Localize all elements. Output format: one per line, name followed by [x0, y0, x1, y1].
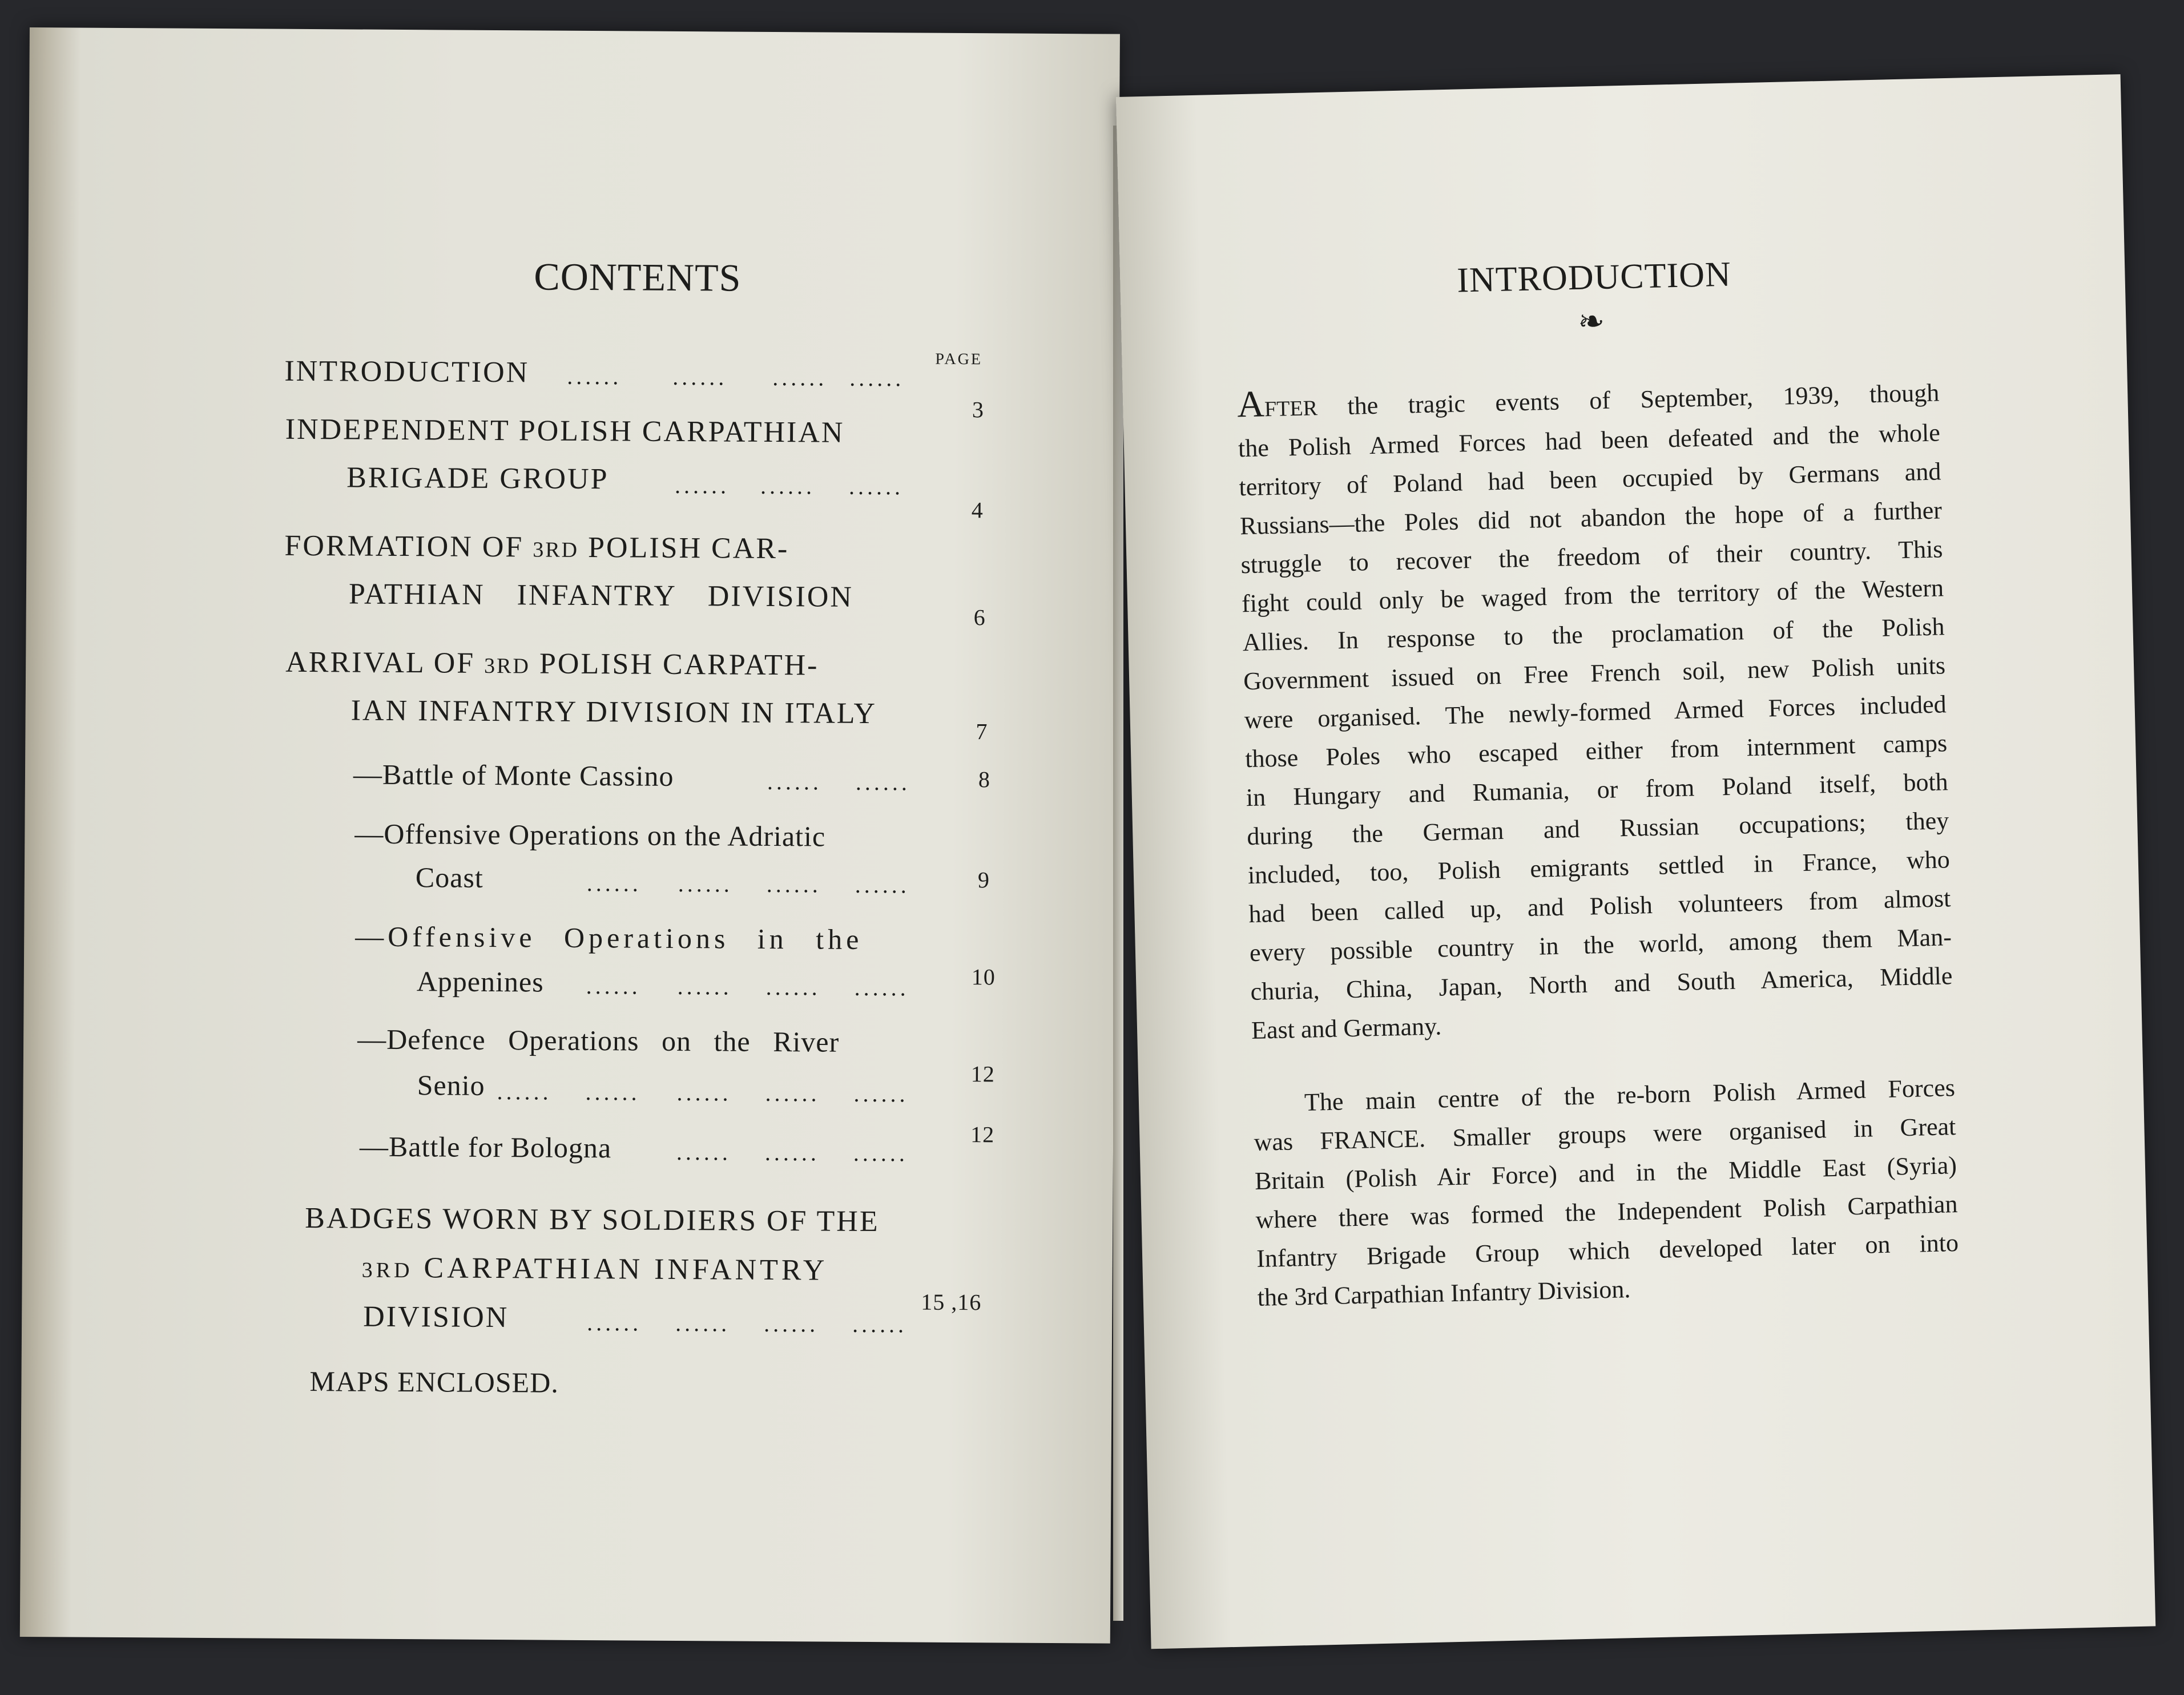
toc-entry-label-cont: Appenines — [416, 965, 544, 998]
para-line: The main centre of the re-born Polish Armed Forces — [1304, 1074, 1956, 1116]
toc-page-number: 8 — [978, 766, 991, 793]
para-line: included, too, Polish emigrants settled in France, who — [1247, 845, 1951, 890]
leader-dots: ...... — [676, 1079, 732, 1106]
toc-entry-label: —Battle for Bologna — [359, 1130, 612, 1164]
leader-dots: ...... — [586, 870, 642, 897]
para-line: where there was formed the Independent Polish Carpathian — [1255, 1190, 1958, 1234]
leader-dots: ...... — [672, 364, 728, 390]
para-line: in Hungary and Rumania, or from Poland itself, both — [1246, 768, 1949, 812]
leader-dots: ...... — [497, 1079, 552, 1105]
toc-entry-maps-enclosed: MAPS ENCLOSED. — [309, 1365, 559, 1399]
para-line: struggle to recover the freedom of their country. This — [1240, 535, 1943, 579]
para-line: were organised. The newly-formed Armed Forces included — [1244, 690, 1947, 734]
para-line: Government issued on Free French soil, new Polish units — [1243, 651, 1946, 696]
leader-dots: ...... — [765, 974, 821, 1000]
leader-dots: ...... — [852, 1311, 908, 1338]
toc-entry-label: INTRODUCTION — [284, 354, 530, 389]
leader-dots: ...... — [676, 1139, 732, 1165]
introduction-title: INTRODUCTION — [1456, 255, 1732, 300]
leader-dots: ...... — [567, 363, 622, 390]
leader-dots: ...... — [772, 364, 828, 391]
toc-entry-label-cont: IAN INFANTRY DIVISION IN ITALY — [350, 694, 877, 731]
intro-paragraph-1 — [1237, 369, 1954, 1050]
leader-dots: ...... — [586, 972, 641, 999]
para-line: the Polish Armed Forces had been defeated and the whole — [1238, 418, 1941, 463]
toc-entry-label: BADGES WORN BY SOLDIERS OF THE — [305, 1201, 880, 1238]
para-line: Infantry Brigade Group which developed later on into — [1256, 1229, 1959, 1273]
fleuron-ornament-icon: ❧ — [1577, 304, 1605, 340]
para-line: East and Germany. — [1251, 1012, 1442, 1045]
leader-dots: ...... — [760, 473, 816, 499]
toc-page-number: 12 — [970, 1121, 995, 1148]
para-line: Britain (Polish Air Force) and in the Middle East (Syria) — [1254, 1151, 1957, 1195]
toc-entry-label: —Offensive Operations in the — [355, 920, 863, 955]
toc-entry-label-cont: PATHIAN INFANTRY DIVISION — [348, 578, 854, 614]
para-line: during the German and Russian occupations; they — [1246, 806, 1949, 851]
left-page — [20, 27, 1120, 1644]
toc-page-number: 4 — [971, 497, 984, 523]
intro-paragraph-2 — [1252, 1068, 1960, 1317]
toc-entry-label-cont: BRIGADE GROUP — [346, 461, 609, 496]
leader-dots: ...... — [674, 472, 730, 499]
para-line: the 3rd Carpathian Infantry Division. — [1257, 1275, 1631, 1311]
leader-dots: ...... — [855, 769, 911, 796]
leader-dots: ...... — [765, 1080, 820, 1107]
toc-page-number: 7 — [976, 719, 988, 745]
leader-dots: ...... — [853, 1140, 909, 1167]
para-line: churia, China, Japan, North and South America, Middle — [1250, 962, 1953, 1006]
leader-dots: ...... — [849, 365, 905, 392]
toc-entry-label: —Defence Operations on the River — [357, 1023, 840, 1058]
toc-entry-label-cont: 3RD CARPATHIAN INFANTRY — [361, 1252, 828, 1287]
leader-dots: ...... — [854, 974, 909, 1001]
toc-entry-label: ARRIVAL OF 3RD POLISH CARPATH- — [285, 645, 819, 682]
toc-entry-label: —Battle of Monte Cassino — [353, 758, 674, 792]
toc-entry-label-cont: Coast — [415, 861, 483, 894]
leader-dots: ...... — [675, 1310, 731, 1337]
toc-page-number: 15 ,16 — [921, 1289, 982, 1315]
para-line: Russians—the Poles did not abandon the hope of a further — [1239, 496, 1943, 540]
leader-dots: ...... — [766, 871, 821, 898]
leader-dots: ...... — [678, 870, 733, 897]
leader-dots: ...... — [677, 973, 732, 1000]
leader-dots: ...... — [855, 871, 910, 898]
toc-entry-label-cont: DIVISION — [363, 1300, 509, 1334]
leader-dots: ...... — [764, 1310, 819, 1337]
para-line: AFTER the tragic events of September, 1939, though — [1236, 378, 1940, 426]
right-page — [1116, 74, 2155, 1649]
leader-dots: ...... — [587, 1310, 642, 1336]
toc-entry-label: INDEPENDENT POLISH CARPATHIAN — [285, 413, 845, 449]
page-column-label: PAGE — [935, 350, 983, 369]
toc-page-number: 9 — [977, 867, 990, 893]
leader-dots: ...... — [764, 1139, 820, 1166]
leader-dots: ...... — [767, 768, 823, 795]
leader-dots: ...... — [848, 473, 904, 500]
para-line: territory of Poland had been occupied by Germans and — [1239, 457, 1941, 502]
toc-page-number: 12 — [970, 1061, 995, 1087]
toc-page-number: 3 — [972, 397, 985, 423]
para-line: was FRANCE. Smaller groups were organised in Great — [1254, 1112, 1956, 1156]
para-line: had been called up, and Polish volunteers from almost — [1248, 884, 1951, 929]
drop-cap: A — [1236, 383, 1265, 426]
para-line: every possible country in the world, among them Man- — [1249, 923, 1952, 967]
toc-page-number: 6 — [973, 604, 986, 631]
leader-dots: ...... — [585, 1079, 640, 1105]
toc-entry-label-cont: Senio — [417, 1069, 485, 1101]
toc-entry-label: —Offensive Operations on the Adriatic — [354, 817, 826, 853]
para-line: Allies. In response to the proclamation of the Polish — [1242, 612, 1945, 657]
para-line: fight could only be waged from the territory of the Western — [1241, 574, 1944, 618]
leader-dots: ...... — [853, 1080, 909, 1107]
contents-title: CONTENTS — [534, 255, 742, 300]
toc-entry-label: FORMATION OF 3RD POLISH CAR- — [284, 529, 789, 566]
para-line: those Poles who escaped either from internment camps — [1244, 729, 1948, 773]
toc-page-number: 10 — [971, 964, 996, 990]
